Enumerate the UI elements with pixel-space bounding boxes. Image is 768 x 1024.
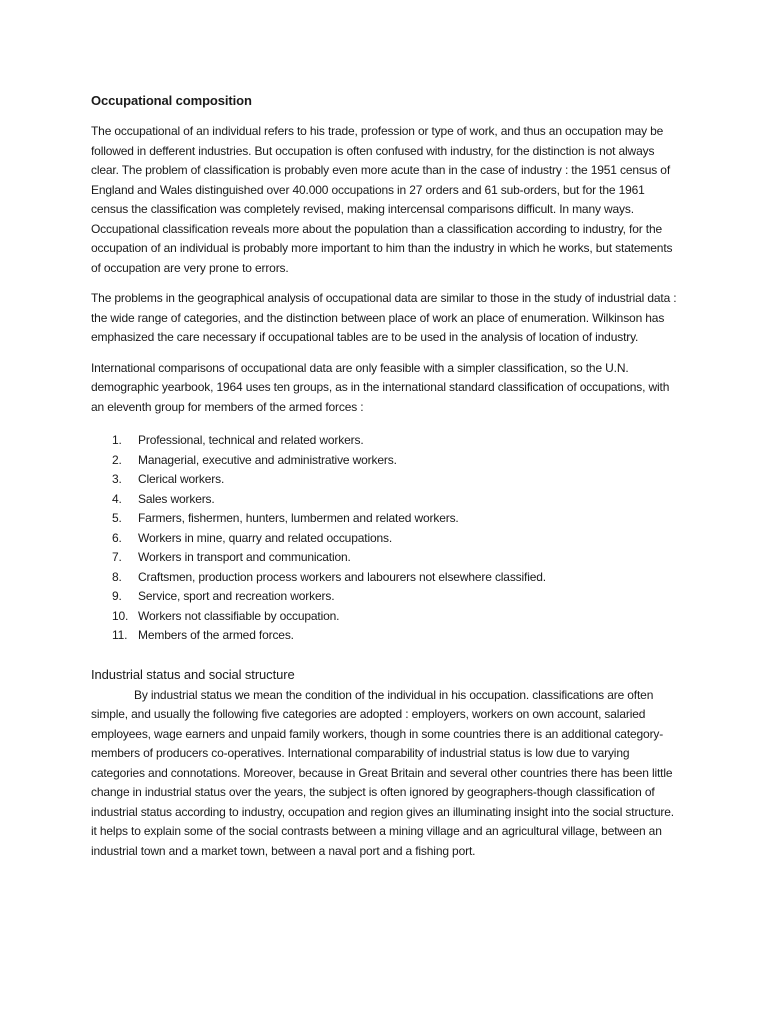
list-item [91,587,681,607]
paragraph-international-comparisons: International comparisons of occupational data are only feasible with a simpler classification, so the U.N. demographic yearbook, 1964 uses ten groups, as in the international standard classification of occupations, with an eleventh group for members of the armed forces : [91,360,670,414]
list-item-number: 10. [112,608,129,623]
list-item-number: 3. [112,472,122,486]
paragraph-occupation-definition: The occupational of an individual refers to his trade, profession or type of work, and thus an occupation may be followed in defferent industries. But occupation is often confused with industry, for the distinction is not always clear. The problem of classification is probably even more acute than in the case of industry : the 1951 census of England and Wales distinguished over 40.000 occupations in 27 orders and 61 sub-orders, but for the 1961 census the classification was completely revised, making intercensal comparisons difficult. In many ways. Occupational classification reveals more about the population than a classification according to industry, for the occupation of an individual is probably more important to him than the industry in which he works, but statements of occupation are very prone to errors. [91,124,673,275]
list-item-number: 8. [112,569,122,584]
occupation-groups-list [91,431,681,646]
list-item-number: 11. [112,628,128,642]
list-item-text: Sales workers. [138,491,215,506]
list-item-text: Workers in transport and communication. [138,550,351,564]
list-item [91,626,681,646]
list-item [91,607,681,627]
list-item-number: 6. [112,530,122,545]
list-item [91,529,681,549]
document-page [91,91,681,861]
list-item-number: 9. [112,589,122,603]
list-item [91,490,681,510]
list-item-number: 2. [112,452,122,467]
list-item-number: 7. [112,550,122,564]
list-item-text: Farmers, fishermen, hunters, lumbermen and related workers. [138,511,459,525]
list-item [91,451,681,471]
list-item [91,548,681,568]
list-item-text: Managerial, executive and administrative workers. [138,452,397,467]
list-item [91,431,681,451]
list-item [91,470,681,490]
list-item-text: Clerical workers. [138,472,225,486]
section-heading-occupational-composition: Occupational composition [91,93,252,108]
list-item-text: Workers not classifiable by occupation. [138,608,340,623]
list-item [91,568,681,588]
list-item-number: 1. [112,433,122,447]
list-item-text: Workers in mine, quarry and related occupations. [138,530,393,545]
paragraph-industrial-status: By industrial status we mean the condition of the individual in his occupation. classifications are often simple, and usually the following five categories are adopted : employers, workers on own account, salaried employees, wage earners and unpaid family workers, though in some countries there is an additional category-members of producers co-operatives. International comparability of industrial status is low due to varying categories and connotations. Moreover, because in Great Britain and several other countries there has been little change in industrial status over the years, the subject is often ignored by geographers-though classification of industrial status according to industry, occupation and region gives an illuminating insight into the social structure. it helps to explain some of the social contrasts between a mining village and an agricultural village, between an industrial town and a market town, between a naval port and a fishing port. [91,687,674,858]
list-item-text: Professional, technical and related workers. [138,433,364,447]
list-item-number: 5. [112,511,122,525]
list-item-number: 4. [112,491,122,506]
list-item-text: Craftsmen, production process workers and labourers not elsewhere classified. [138,569,546,584]
list-item [91,509,681,529]
list-item-text: Members of the armed forces. [138,628,294,642]
list-item-text: Service, sport and recreation workers. [138,589,335,603]
section-heading-industrial-status: Industrial status and social structure [91,666,295,682]
paragraph-geographical-analysis: The problems in the geographical analysis of occupational data are similar to those in the study of industrial data : the wide range of categories, and the distinction between place of work an place of enumeration. Wilkinson has emphasized the care necessary if occupational tables are to be used in the analysis of location of industry. [91,291,677,344]
